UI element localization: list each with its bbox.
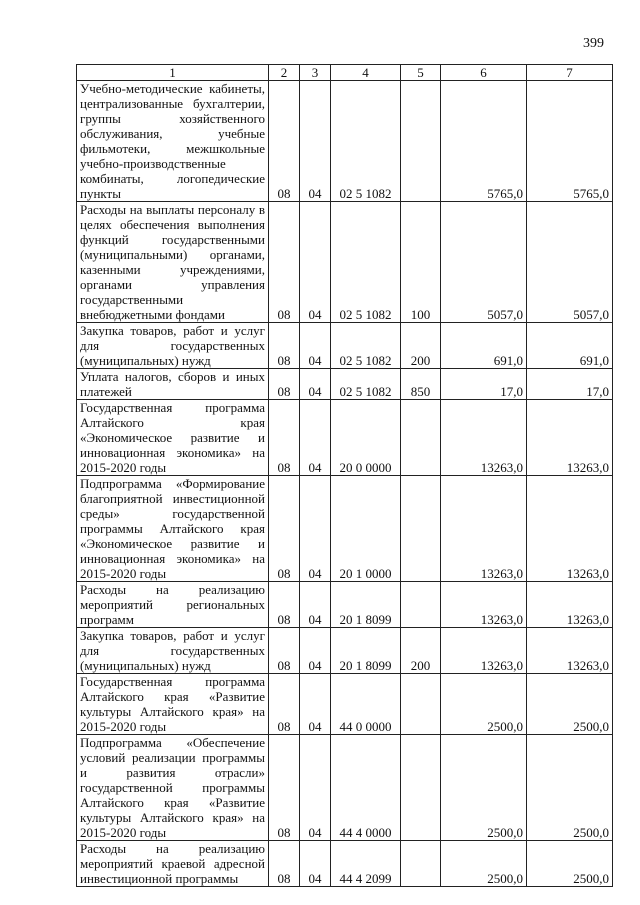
table-row [77, 628, 613, 674]
row-name: Учебно-методические кабинеты, централизованные бухгалтерии, группы хозяйственного обслуживания, учебные фильмотеки, межшкольные учебно-производственные комбинаты, логопедические пункты [77, 81, 269, 202]
row-amount-1: 2500,0 [441, 735, 527, 841]
row-expense-type [401, 735, 441, 841]
row-target-code: 44 4 2099 [331, 841, 401, 887]
row-section: 08 [269, 735, 300, 841]
row-amount-1: 13263,0 [441, 628, 527, 674]
row-amount-2: 13263,0 [527, 476, 613, 582]
row-expense-type [401, 81, 441, 202]
row-section: 08 [269, 476, 300, 582]
row-subsection: 04 [300, 369, 331, 400]
row-section: 08 [269, 323, 300, 369]
row-target-code: 20 0 0000 [331, 400, 401, 476]
row-expense-type: 200 [401, 628, 441, 674]
table-row [77, 582, 613, 628]
row-name: Закупка товаров, работ и услуг для государственных (муниципальных) нужд [77, 323, 269, 369]
row-subsection: 04 [300, 323, 331, 369]
row-amount-2: 2500,0 [527, 735, 613, 841]
row-target-code: 02 5 1082 [331, 369, 401, 400]
row-target-code: 20 1 8099 [331, 628, 401, 674]
row-amount-2: 13263,0 [527, 582, 613, 628]
row-name: Государственная программа Алтайского края «Развитие культуры Алтайского края» на 2015-2020 годы [77, 674, 269, 735]
row-amount-1: 2500,0 [441, 674, 527, 735]
row-amount-1: 13263,0 [441, 476, 527, 582]
table-row [77, 841, 613, 887]
row-subsection: 04 [300, 841, 331, 887]
row-amount-1: 13263,0 [441, 400, 527, 476]
row-name: Государственная программа Алтайского края «Экономическое развитие и инновационная экономика» на 2015-2020 годы [77, 400, 269, 476]
row-name: Расходы на выплаты персоналу в целях обеспечения выполнения функций государственными (муниципальными) органами, казенными учреждениями, органами управления государственными внебюджетными фондами [77, 202, 269, 323]
row-amount-1: 2500,0 [441, 841, 527, 887]
row-amount-2: 5057,0 [527, 202, 613, 323]
budget-table [76, 64, 613, 887]
row-amount-1: 17,0 [441, 369, 527, 400]
row-expense-type [401, 841, 441, 887]
column-header: 1 [77, 65, 269, 81]
row-expense-type [401, 476, 441, 582]
row-name: Подпрограмма «Обеспечение условий реализации программы и развития отрасли» государственной программы Алтайского края «Развитие культуры Алтайского края» на 2015-2020 годы [77, 735, 269, 841]
column-header: 2 [269, 65, 300, 81]
row-name: Подпрограмма «Формирование благоприятной инвестиционной среды» государственной программы Алтайского края «Экономическое развитие и инновационная экономика» на 2015-2020 годы [77, 476, 269, 582]
row-subsection: 04 [300, 628, 331, 674]
row-amount-2: 2500,0 [527, 674, 613, 735]
table-row [77, 735, 613, 841]
row-subsection: 04 [300, 476, 331, 582]
row-section: 08 [269, 674, 300, 735]
table-row [77, 202, 613, 323]
row-target-code: 20 1 8099 [331, 582, 401, 628]
row-name: Закупка товаров, работ и услуг для государственных (муниципальных) нужд [77, 628, 269, 674]
row-subsection: 04 [300, 674, 331, 735]
row-name: Расходы на реализацию мероприятий краевой адресной инвестиционной программы [77, 841, 269, 887]
row-amount-2: 2500,0 [527, 841, 613, 887]
row-section: 08 [269, 81, 300, 202]
row-subsection: 04 [300, 582, 331, 628]
row-expense-type: 850 [401, 369, 441, 400]
row-amount-1: 5057,0 [441, 202, 527, 323]
header-row [77, 65, 613, 81]
row-target-code: 44 4 0000 [331, 735, 401, 841]
column-header: 3 [300, 65, 331, 81]
column-header: 7 [527, 65, 613, 81]
row-expense-type [401, 400, 441, 476]
row-amount-2: 13263,0 [527, 400, 613, 476]
row-amount-2: 5765,0 [527, 81, 613, 202]
row-section: 08 [269, 400, 300, 476]
row-amount-2: 691,0 [527, 323, 613, 369]
table-row [77, 476, 613, 582]
row-expense-type [401, 674, 441, 735]
row-expense-type: 200 [401, 323, 441, 369]
page-number: 399 [583, 36, 604, 51]
table-row [77, 81, 613, 202]
row-amount-2: 17,0 [527, 369, 613, 400]
row-target-code: 02 5 1082 [331, 81, 401, 202]
column-header: 4 [331, 65, 401, 81]
column-header: 5 [401, 65, 441, 81]
row-subsection: 04 [300, 400, 331, 476]
table-row [77, 674, 613, 735]
row-subsection: 04 [300, 202, 331, 323]
row-target-code: 44 0 0000 [331, 674, 401, 735]
table-row [77, 323, 613, 369]
row-amount-1: 691,0 [441, 323, 527, 369]
row-subsection: 04 [300, 81, 331, 202]
row-expense-type [401, 582, 441, 628]
row-section: 08 [269, 202, 300, 323]
row-amount-1: 13263,0 [441, 582, 527, 628]
row-target-code: 02 5 1082 [331, 202, 401, 323]
row-amount-2: 13263,0 [527, 628, 613, 674]
row-section: 08 [269, 582, 300, 628]
row-amount-1: 5765,0 [441, 81, 527, 202]
row-expense-type: 100 [401, 202, 441, 323]
row-subsection: 04 [300, 735, 331, 841]
row-target-code: 20 1 0000 [331, 476, 401, 582]
row-name: Уплата налогов, сборов и иных платежей [77, 369, 269, 400]
table-row [77, 400, 613, 476]
row-section: 08 [269, 628, 300, 674]
row-section: 08 [269, 841, 300, 887]
table-row [77, 369, 613, 400]
column-header: 6 [441, 65, 527, 81]
row-section: 08 [269, 369, 300, 400]
row-target-code: 02 5 1082 [331, 323, 401, 369]
row-name: Расходы на реализацию мероприятий региональных программ [77, 582, 269, 628]
